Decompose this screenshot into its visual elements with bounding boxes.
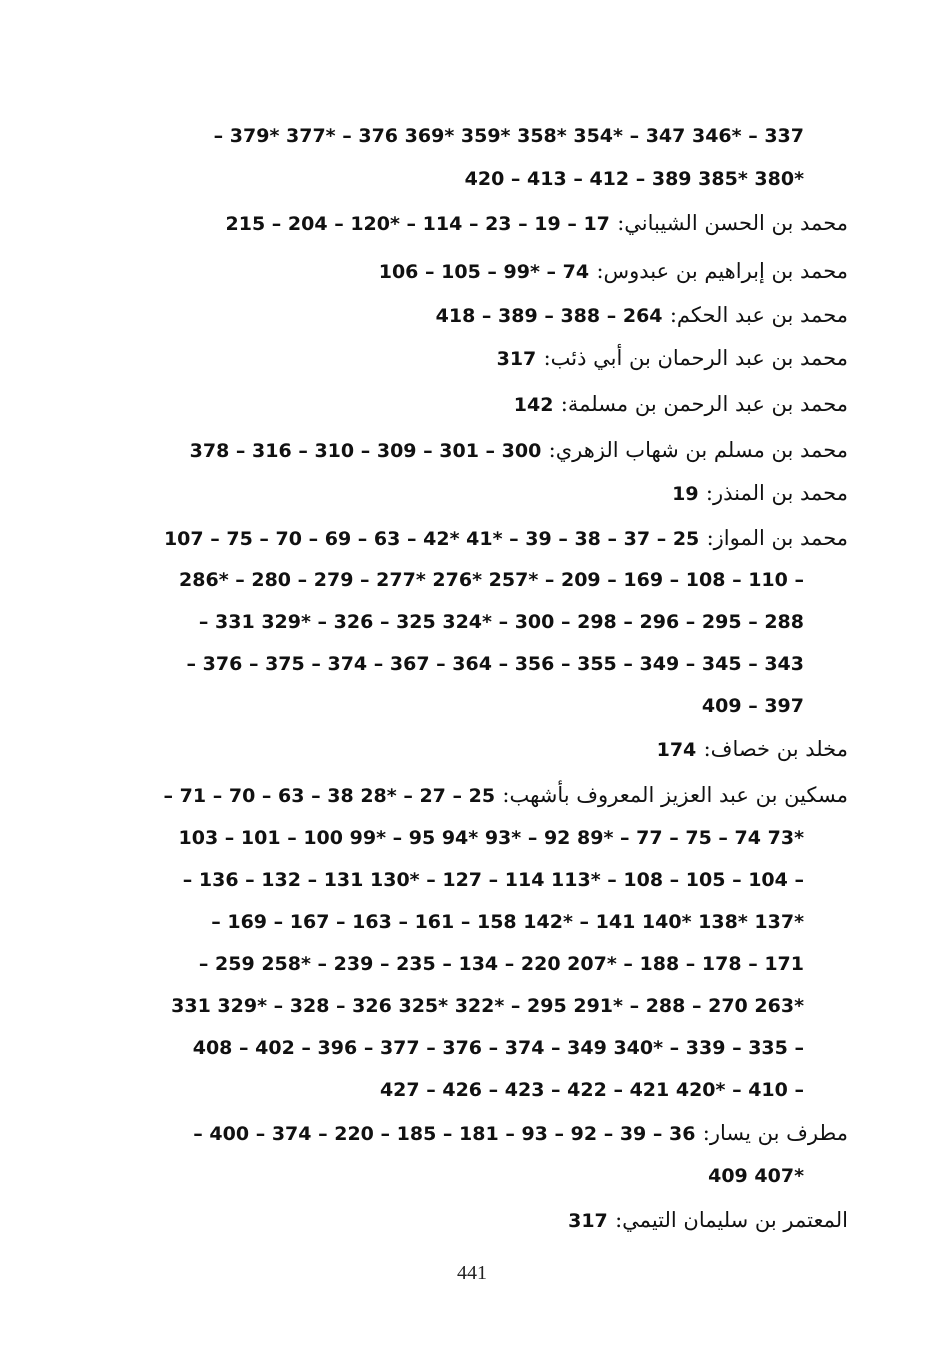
- entry-continuation-line: [211, 906, 804, 937]
- entry-continuation-line: [193, 1032, 804, 1063]
- entry-continuation-line: [171, 990, 804, 1021]
- entry-name: مطرف بن يسار:: [702, 1121, 848, 1145]
- entry-page-numbers: *73 74 – 75 – 77 – *89 92 – *93 *94 95 – *99 100 – 101 – 103: [178, 827, 804, 849]
- entry-continuation-line: [465, 163, 804, 194]
- index-entry: [672, 478, 848, 509]
- entry-continuation-line: [214, 120, 804, 151]
- index-entry: [379, 256, 848, 287]
- entry-continuation-line: [199, 948, 804, 979]
- entry-name: محمد بن مسلم بن شهاب الزهري:: [548, 438, 848, 462]
- entry-page-numbers: – 410 – *420 421 – 422 – 423 – 426 – 427: [379, 1079, 804, 1101]
- entry-page-numbers: – 110 – 108 – 169 – 209 – *257 *276 *277 – 279 – 280 – *286: [179, 569, 804, 591]
- index-entry: [568, 1205, 848, 1236]
- entry-page-numbers: 74 – *99 – 105 – 106: [378, 261, 590, 283]
- page-number: 441: [457, 1262, 487, 1284]
- index-entry: [164, 523, 848, 554]
- entry-name: محمد بن عبد الرحمن بن مسلمة:: [560, 392, 848, 416]
- entry-name: محمد بن المنذر:: [705, 481, 848, 505]
- entry-continuation-line: [183, 864, 804, 895]
- entry-continuation-line: [708, 1160, 804, 1191]
- index-entry: [190, 435, 848, 466]
- index-entry: [193, 1118, 848, 1149]
- entry-page-numbers: 337 – *346 347 – *354 *358 *359 *369 376 – *377 *379 –: [213, 125, 804, 147]
- entry-page-numbers: 142: [513, 394, 554, 416]
- index-entry: [657, 734, 848, 765]
- entry-page-numbers: 17 – 19 – 23 – 114 – *120 – 204 – 215: [225, 213, 610, 235]
- entry-name: محمد بن عبد الرحمان بن أبي ذئب:: [543, 346, 848, 370]
- entry-page-numbers: *263 270 – 288 – *291 295 – *322 *325 326 – 328 – *329 331: [171, 995, 804, 1017]
- entry-page-numbers: 317: [496, 348, 537, 370]
- entry-name: محمد بن إبراهيم بن عبدوس:: [596, 259, 848, 283]
- entry-name: محمد بن عبد الحكم:: [669, 303, 848, 327]
- entry-continuation-line: [380, 1074, 804, 1105]
- entry-page-numbers: 397 – 409: [701, 695, 804, 717]
- index-entry: [226, 208, 849, 239]
- index-entry: [164, 780, 848, 811]
- entry-continuation-line: [187, 648, 804, 679]
- entry-page-numbers: 19: [672, 483, 699, 505]
- entry-name: مخلد بن خصاف:: [703, 737, 848, 761]
- entry-name: مسكين بن عبد العزيز المعروف بأشهب:: [502, 783, 848, 807]
- entry-name: محمد بن الحسن الشيباني:: [617, 211, 848, 235]
- entry-page-numbers: – 335 – 339 – *340 349 – 374 – 376 – 377 – 396 – 402 – 408: [192, 1037, 804, 1059]
- entry-continuation-line: [179, 822, 805, 853]
- entry-page-numbers: *137 *138 *140 141 – *142 158 – 161 – 163 – 167 – 169 –: [211, 911, 804, 933]
- entry-name: محمد بن المواز:: [706, 526, 848, 550]
- entry-page-numbers: 25 – 27 – *28 38 – 63 – 70 – 71 –: [163, 785, 496, 807]
- entry-page-numbers: 36 – 39 – 92 – 93 – 181 – 185 – 220 – 374 – 400 –: [193, 1123, 696, 1145]
- entry-continuation-line: [199, 606, 804, 637]
- entry-page-numbers: – 104 – 105 – 108 – *113 114 – 127 – *130 131 – 132 – 136 –: [182, 869, 804, 891]
- entry-page-numbers: 264 – 388 – 389 – 418: [435, 305, 663, 327]
- entry-page-numbers: 25 – 37 – 38 – 39 – *41 *42 – 63 – 69 – 70 – 75 – 107: [163, 528, 700, 550]
- entry-page-numbers: 288 – 295 – 296 – 298 – 300 – *324 325 – 326 – *329 331 –: [198, 611, 804, 633]
- index-entry: [497, 343, 848, 374]
- entry-page-numbers: 174: [656, 739, 697, 761]
- entry-name: المعتمر بن سليمان التيمي:: [615, 1208, 848, 1232]
- index-entry: [436, 300, 848, 331]
- entry-continuation-line: [702, 690, 804, 721]
- entry-page-numbers: 317: [568, 1210, 608, 1232]
- entry-page-numbers: *380 *385 389 – 412 – 413 – 420: [464, 168, 804, 190]
- entry-page-numbers: *407 409: [708, 1165, 804, 1187]
- entry-page-numbers: 343 – 345 – 349 – 355 – 356 – 364 – 367 – 374 – 375 – 376 –: [186, 653, 804, 675]
- index-entry: [514, 389, 848, 420]
- entry-page-numbers: 171 – 178 – 188 – *207 220 – 134 – 235 – 239 – *258 259 –: [198, 953, 804, 975]
- entry-page-numbers: 300 – 301 – 309 – 310 – 316 – 378: [189, 440, 542, 462]
- entry-continuation-line: [179, 564, 804, 595]
